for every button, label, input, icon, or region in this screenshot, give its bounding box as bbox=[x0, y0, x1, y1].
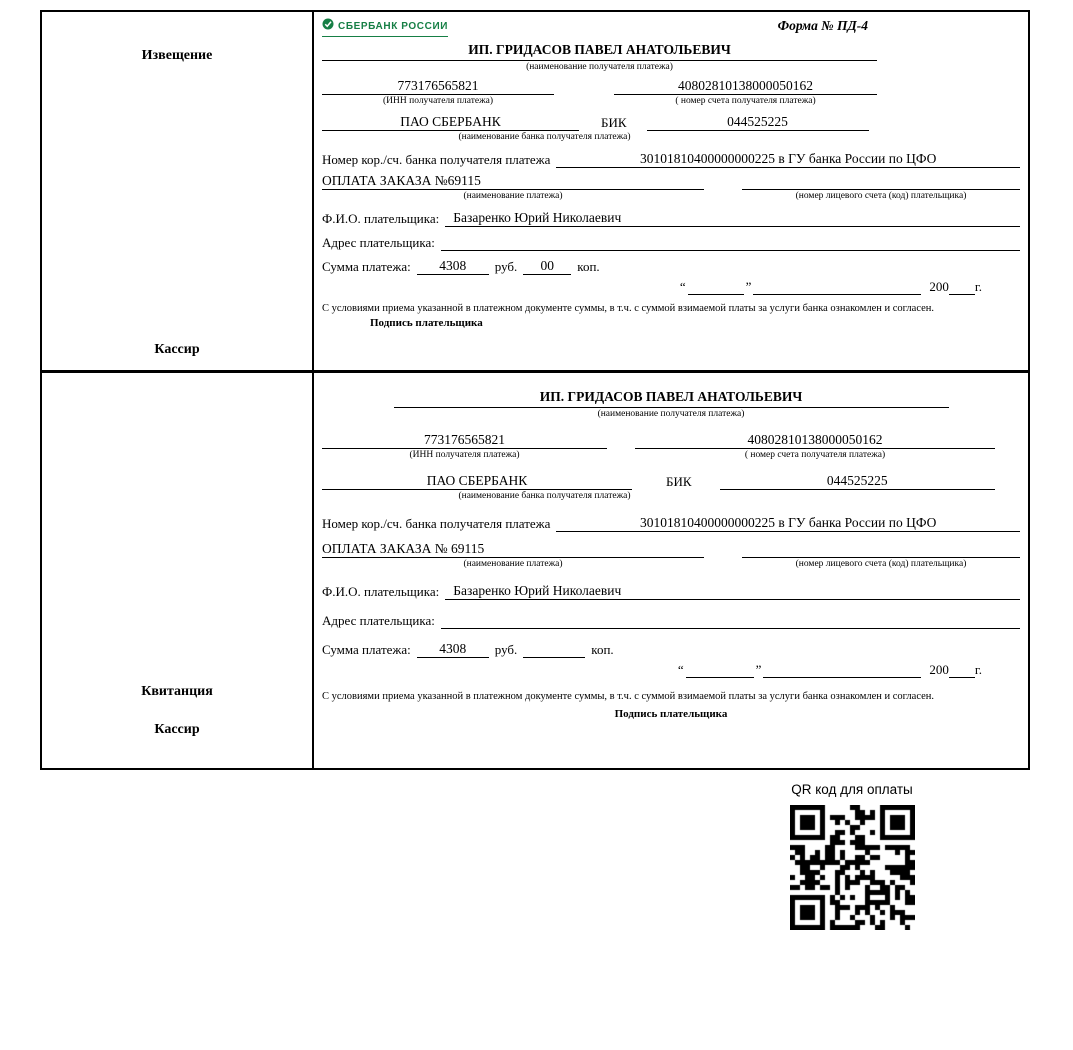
payer-name-label: Ф.И.О. плательщика: bbox=[322, 211, 440, 226]
amount-label: Сумма платежа: bbox=[322, 259, 411, 274]
date-year-line bbox=[949, 278, 975, 295]
inn-account-row bbox=[322, 432, 1020, 449]
payee-name: ИП. ГРИДАСОВ ПАВЕЛ АНАТОЛЬЕВИЧ bbox=[322, 42, 877, 61]
payer-name-label: Ф.И.О. плательщика: bbox=[322, 584, 440, 599]
corr-account-row bbox=[322, 151, 1020, 168]
sberbank-logo-icon bbox=[322, 18, 334, 34]
agreement-block bbox=[322, 690, 1020, 704]
payer-address-row bbox=[322, 234, 1020, 251]
corr-value: 30101810400000000225 в ГУ банка России по ЦФО bbox=[556, 151, 1020, 168]
notice-section bbox=[40, 10, 1030, 372]
date-year-label: 200 bbox=[929, 279, 949, 294]
inn-caption: (ИНН получателя платежа) bbox=[409, 450, 520, 460]
purpose-caption: (наименование платежа) bbox=[463, 191, 563, 201]
corr-label: Номер кор./сч. банка получателя платежа bbox=[322, 152, 551, 167]
date-year-suffix: г. bbox=[974, 662, 982, 677]
qr-title: QR код для оплаты bbox=[791, 782, 913, 797]
purpose-value: ОПЛАТА ЗАКАЗА № 69115 bbox=[322, 541, 704, 558]
qr-code bbox=[790, 805, 915, 930]
purpose-captions bbox=[322, 190, 1020, 202]
date-year-line bbox=[949, 661, 975, 678]
amount-row bbox=[322, 258, 1020, 275]
receipt-section bbox=[40, 371, 1030, 770]
bank-caption: (наименование банка получателя платежа) bbox=[458, 491, 631, 501]
account-value: 40802810138000050162 bbox=[635, 432, 995, 449]
date-row bbox=[322, 661, 1020, 678]
inn-account-captions bbox=[322, 449, 1020, 461]
corr-value: 30101810400000000225 в ГУ банка России по ЦФО bbox=[556, 515, 1020, 532]
bank-row bbox=[322, 473, 1020, 490]
sberbank-logo-text: СБЕРБАНК РОССИИ bbox=[338, 20, 449, 32]
date-quote-close: ” bbox=[745, 279, 752, 294]
date-year-suffix: г. bbox=[974, 279, 982, 294]
notice-main bbox=[314, 12, 1028, 370]
inn-account-row bbox=[322, 78, 1020, 95]
agreement-text: С условиями приема указанной в платежном документе суммы, в т.ч. с суммой взимаемой платы за услуги банка ознакомлен и согласен. bbox=[322, 303, 935, 314]
receipt-stub bbox=[42, 373, 314, 768]
bank-caption: (наименование банка получателя платежа) bbox=[458, 132, 631, 142]
amount-kop-value bbox=[523, 641, 585, 658]
personal-account-line bbox=[742, 173, 1020, 190]
bik-label: БИК bbox=[601, 115, 627, 130]
personal-account-caption: (номер лицевого счета (код) плательщика) bbox=[795, 559, 967, 569]
date-day-line bbox=[688, 278, 744, 295]
kop-label: коп. bbox=[591, 642, 614, 657]
date-year-label: 200 bbox=[929, 662, 949, 677]
payee-caption: (наименование получателя платежа) bbox=[597, 409, 745, 419]
address-label: Адрес плательщика: bbox=[322, 235, 435, 250]
inn-value: 773176565821 bbox=[322, 432, 607, 449]
qr-block bbox=[786, 782, 918, 930]
notice-stub bbox=[42, 12, 314, 370]
account-caption: ( номер счета получателя платежа) bbox=[744, 450, 886, 460]
payee-caption: (наименование получателя платежа) bbox=[526, 62, 673, 72]
address-line bbox=[441, 612, 1020, 629]
notice-section-label: Извещение bbox=[141, 48, 213, 63]
rub-label: руб. bbox=[494, 259, 518, 274]
receipt-main bbox=[314, 373, 1028, 768]
agreement-text: С условиями приема указанной в платежном документе суммы, в т.ч. с суммой взимаемой платы за услуги банка ознакомлен и согласен. bbox=[322, 691, 935, 702]
payer-name-value: Базаренко Юрий Николаевич bbox=[445, 210, 1020, 227]
inn-account-captions bbox=[322, 95, 1020, 107]
date-month-line bbox=[763, 661, 921, 678]
address-label: Адрес плательщика: bbox=[322, 613, 435, 628]
notice-cashier-label: Кассир bbox=[154, 342, 200, 357]
date-quote-close: ” bbox=[755, 662, 762, 677]
purpose-captions bbox=[322, 558, 1020, 570]
sberbank-logo bbox=[322, 18, 448, 37]
purpose-row bbox=[322, 173, 1020, 190]
receipt-section-label: Квитанция bbox=[141, 684, 213, 699]
receipt-cashier-label: Кассир bbox=[154, 722, 200, 737]
amount-rub-value: 4308 bbox=[417, 258, 489, 275]
form-number: Форма № ПД-4 bbox=[777, 18, 868, 33]
payer-name-row bbox=[322, 210, 1020, 227]
amount-label: Сумма платежа: bbox=[322, 642, 411, 657]
agreement-block bbox=[322, 302, 1020, 331]
bank-row bbox=[322, 114, 1020, 131]
amount-rub-value: 4308 bbox=[417, 641, 489, 658]
date-quote-open: “ bbox=[679, 279, 686, 294]
corr-account-row bbox=[322, 515, 1020, 532]
account-caption: ( номер счета получателя платежа) bbox=[675, 96, 816, 106]
account-value: 40802810138000050162 bbox=[614, 78, 877, 95]
purpose-value: ОПЛАТА ЗАКАЗА №69115 bbox=[322, 173, 704, 190]
date-quote-open: “ bbox=[677, 662, 684, 677]
address-line bbox=[441, 234, 1020, 251]
bik-label: БИК bbox=[666, 474, 692, 489]
bik-value: 044525225 bbox=[647, 114, 869, 131]
signature-label: Подпись плательщика bbox=[370, 317, 483, 329]
amount-kop-value: 00 bbox=[523, 258, 571, 275]
bik-value: 044525225 bbox=[720, 473, 995, 490]
corr-label: Номер кор./сч. банка получателя платежа bbox=[322, 516, 551, 531]
kop-label: коп. bbox=[577, 259, 600, 274]
sberbank-logo-underline bbox=[322, 36, 448, 37]
inn-value: 773176565821 bbox=[322, 78, 554, 95]
payee-name: ИП. ГРИДАСОВ ПАВЕЛ АНАТОЛЬЕВИЧ bbox=[394, 389, 949, 408]
amount-row bbox=[322, 641, 1020, 658]
payer-name-value: Базаренко Юрий Николаевич bbox=[445, 583, 1020, 600]
notice-header-row bbox=[322, 18, 1020, 40]
personal-account-caption: (номер лицевого счета (код) плательщика) bbox=[795, 191, 967, 201]
purpose-row bbox=[322, 541, 1020, 558]
bank-name: ПАО СБЕРБАНК bbox=[322, 114, 579, 131]
rub-label: руб. bbox=[494, 642, 518, 657]
personal-account-line bbox=[742, 541, 1020, 558]
inn-caption: (ИНН получателя платежа) bbox=[382, 96, 494, 106]
payer-address-row bbox=[322, 612, 1020, 629]
signature-label: Подпись плательщика bbox=[614, 708, 728, 720]
date-row bbox=[322, 278, 1020, 295]
purpose-caption: (наименование платежа) bbox=[463, 559, 563, 569]
date-month-line bbox=[753, 278, 921, 295]
payer-name-row bbox=[322, 583, 1020, 600]
date-day-line bbox=[686, 661, 754, 678]
bank-name: ПАО СБЕРБАНК bbox=[322, 473, 632, 490]
